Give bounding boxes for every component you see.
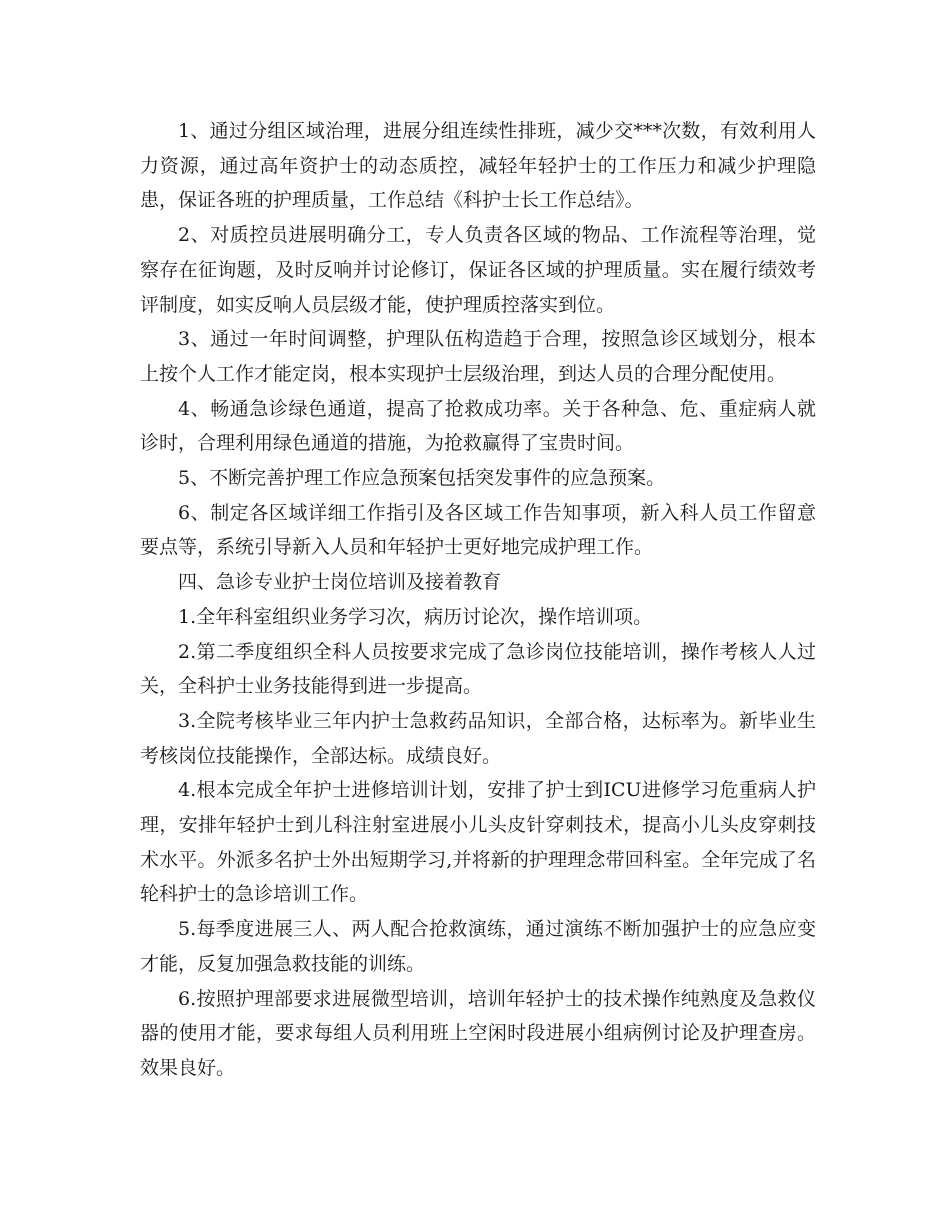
paragraph-2: 2、对质控员进展明确分工，专人负责各区域的物品、工作流程等治理，觉察存在征询题，及时反响并讨论修订，保证各区域的护理质量。实在履行绩效考评制度，如实反响人员层级才能，使护理质控落实到位。 (140, 224, 816, 316)
paragraph-9: 3.全院考核毕业三年内护士急救药品知识，全部合格，达标率为。新毕业生考核岗位技能操作，全部达标。成绩良好。 (140, 709, 816, 767)
paragraph-1: 1、通过分组区域治理，进展分组连续性排班，减少交***次数，有效利用人力资源，通过高年资护士的动态质控，减轻年轻护士的工作压力和减少护理隐患，保证各班的护理质量，工作总结《科护士长工作总结》。 (140, 120, 816, 212)
paragraph-10: 4.根本完成全年护士进修培训计划，安排了护士到ICU进修学习危重病人护理，安排年轻护士到儿科注射室进展小儿头皮针穿刺技术，提高小儿头皮穿刺技术水平。外派多名护士外出短期学习,并将新的护理理念带回科室。全年完成了名轮科护士的急诊培训工作。 (140, 779, 816, 906)
paragraph-4: 4、畅通急诊绿色通道，提高了抢救成功率。关于各种急、危、重症病人就诊时，合理利用绿色通道的措施，为抢救赢得了宝贵时间。 (140, 397, 816, 455)
section-heading: 四、急诊专业护士岗位培训及接着教育 (178, 571, 502, 594)
paragraph-11: 5.每季度进展三人、两人配合抢救演练，通过演练不断加强护士的应急应变才能，反复加强急救技能的训练。 (140, 918, 816, 975)
paragraph-3: 3、通过一年时间调整，护理队伍构造趋于合理，按照急诊区域划分，根本上按个人工作才能定岗，根本实现护士层级治理，到达人员的合理分配使用。 (140, 328, 816, 385)
paragraph-5: 5、不断完善护理工作应急预案包括突发事件的应急预案。 (178, 467, 666, 490)
paragraph-12: 6.按照护理部要求进展微型培训，培训年轻护士的技术操作纯熟度及急救仪器的使用才能，要求每组人员利用班上空闲时段进展小组病例讨论及护理查房。效果良好。 (140, 987, 816, 1079)
paragraph-7: 1.全年科室组织业务学习次，病历讨论次，操作培训项。 (178, 605, 653, 628)
paragraph-8: 2.第二季度组织全科人员按要求完成了急诊岗位技能培训，操作考核人人过关，全科护士业务技能得到进一步提高。 (140, 640, 816, 698)
paragraph-6: 6、制定各区域详细工作指引及各区域工作告知事项，新入科人员工作留意要点等，系统引导新入人员和年轻护士更好地完成护理工作。 (140, 501, 816, 559)
document-body (140, 114, 816, 1086)
